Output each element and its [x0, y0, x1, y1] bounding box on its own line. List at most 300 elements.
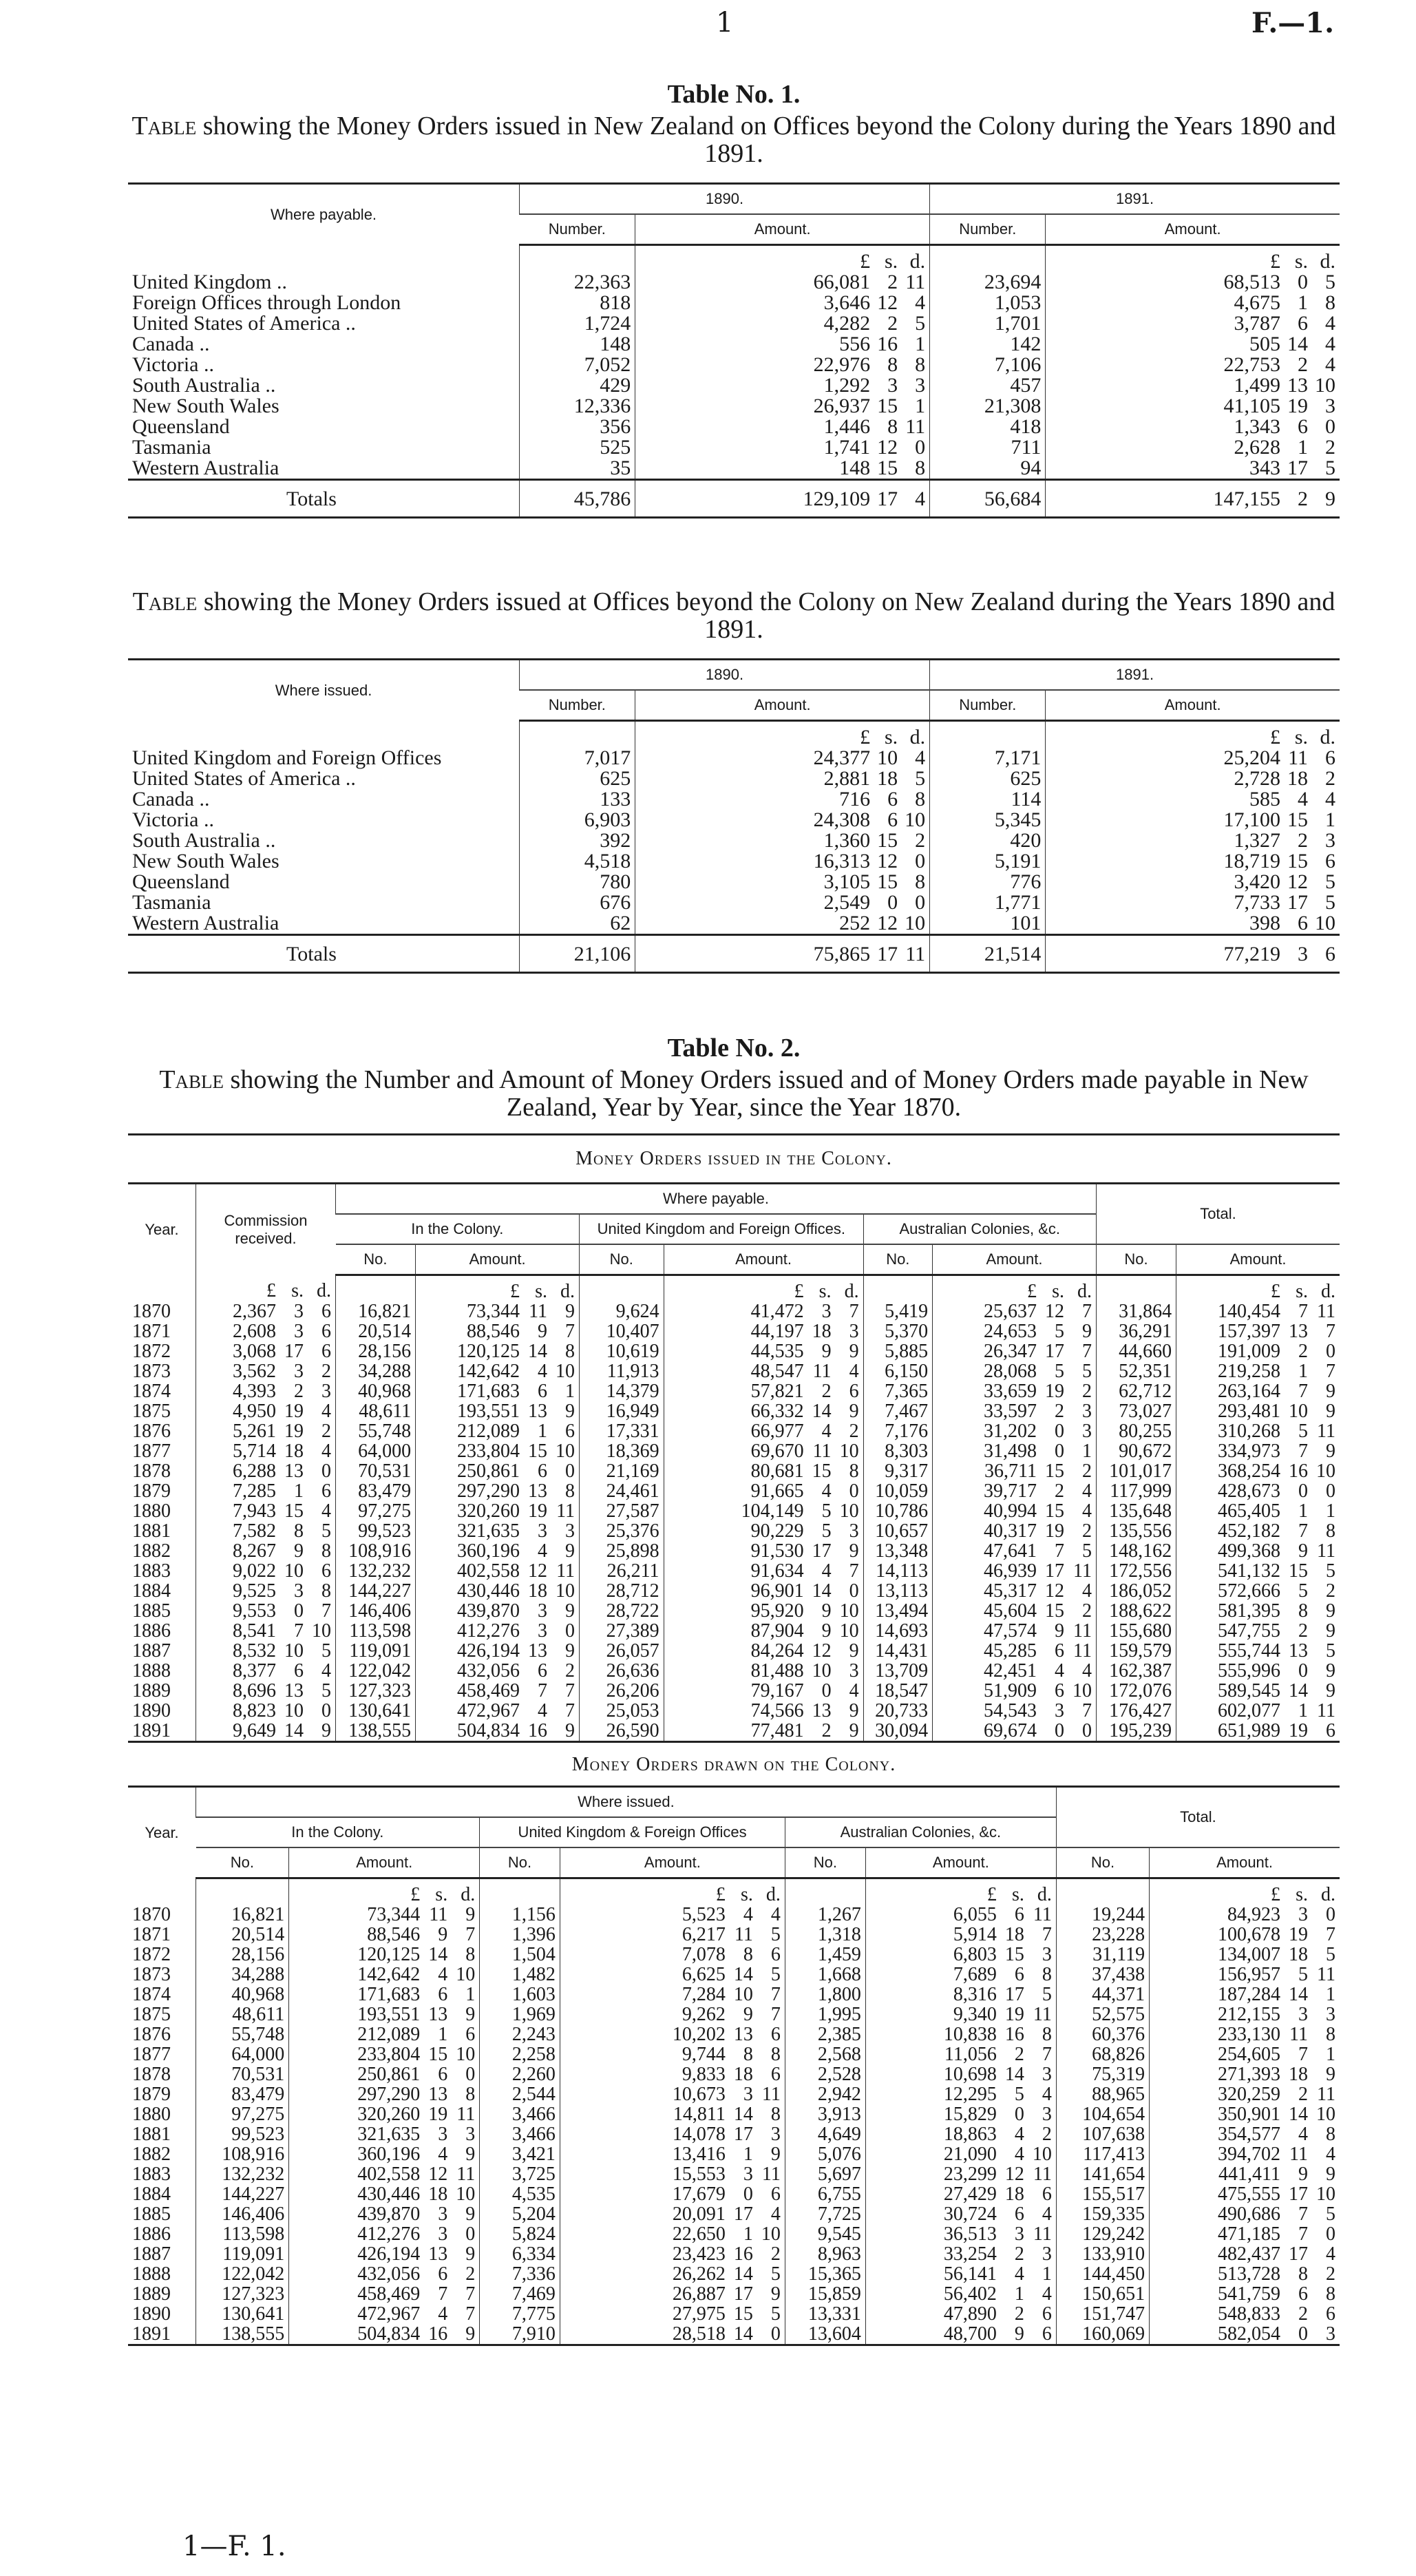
commission: [196, 1301, 336, 1321]
place-name: New South Wales: [132, 850, 279, 872]
colony-amount: [289, 2064, 480, 2084]
amount-pounds: 589,545: [1218, 1680, 1280, 1701]
amount-pence: 6: [1326, 2303, 1335, 2325]
amount-pounds: 8,316: [953, 1984, 997, 2005]
year: 1870: [132, 1904, 171, 1925]
uk-amount: [560, 2164, 785, 2184]
amount-pence: 9: [565, 1720, 575, 1741]
amount-shillings: 18: [733, 2064, 753, 2085]
table-row: [128, 1945, 1340, 1965]
aus-amount: [933, 1321, 1097, 1341]
total-no: 133,910: [1056, 2244, 1149, 2264]
amount-shillings: 3: [438, 2203, 448, 2225]
colony-amount: [289, 1965, 480, 1985]
amount-shillings: 13: [428, 2004, 448, 2025]
amount-pounds: 6,288: [233, 1460, 276, 1482]
amount-pence: 4: [1325, 353, 1335, 376]
amount-header: Amount.: [560, 1847, 785, 1878]
aus-no: 14,431: [863, 1641, 933, 1661]
amount-pounds: 9,022: [233, 1560, 276, 1582]
amount-1891: [1046, 334, 1340, 355]
uk-amount: [664, 1601, 863, 1621]
colony-no: 83,479: [336, 1481, 416, 1501]
amount-pounds: 458,469: [457, 1680, 520, 1701]
place-name: South Australia ..: [132, 374, 276, 397]
amount-pence: 4: [1326, 2144, 1335, 2165]
amount-shillings: 6: [538, 1660, 548, 1682]
amount-pence: 9: [1326, 2164, 1335, 2185]
colony-no: 48,611: [336, 1401, 416, 1421]
uk-amount: [560, 1945, 785, 1965]
amount-pounds: 15,553: [672, 2164, 726, 2185]
amount: [640, 458, 925, 479]
totals-label: Totals: [128, 480, 520, 518]
colony-amount: [416, 1341, 580, 1361]
uk-no: 1,603: [480, 1985, 560, 2004]
year: 1890: [132, 2303, 171, 2325]
amount-shillings: s.: [535, 1281, 548, 1302]
amount-pence: 10: [556, 1441, 575, 1462]
uk-no: 7,336: [480, 2264, 560, 2284]
amount-shillings: 11: [812, 1441, 832, 1462]
place-name: United Kingdom and Foreign Offices: [132, 746, 442, 769]
amount-pence: 10: [761, 2223, 781, 2245]
aus-no: 6,755: [785, 2184, 865, 2204]
amount-1891: [1046, 437, 1340, 458]
blank: [128, 721, 520, 748]
blank: [480, 1878, 560, 1905]
amount-shillings: 17: [1044, 1560, 1064, 1582]
amount-pence: 0: [1326, 2223, 1335, 2245]
table-money-orders-drawn: [128, 1786, 1340, 2346]
amount-shillings: 2: [1298, 488, 1308, 510]
amount-pounds: 505: [1249, 333, 1280, 355]
amount-pounds: 69,670: [750, 1441, 804, 1462]
amount-pence: 0: [465, 2223, 476, 2245]
amount-pence: 9: [849, 1700, 859, 1721]
number-1891: 711: [930, 437, 1046, 458]
amount-pounds: 7,943: [233, 1500, 276, 1522]
amount-pence: 4: [915, 291, 926, 314]
amount: [668, 1301, 859, 1321]
amount: [420, 1621, 575, 1641]
amount-pence: 3: [465, 2124, 476, 2145]
place-name: South Australia ..: [132, 829, 276, 852]
commission: [196, 1601, 336, 1621]
units-header: [865, 1878, 1056, 1905]
amount-pence: 6: [1042, 2323, 1052, 2345]
amount-pounds: 14,811: [673, 2104, 726, 2125]
number-1890: 7,017: [520, 748, 635, 768]
amount-shillings: 2: [1298, 1341, 1308, 1362]
amount-1890: [635, 396, 930, 417]
aus-amount: [933, 1341, 1097, 1361]
amount-pence: 10: [839, 1441, 859, 1462]
amount-pounds: 22,650: [672, 2223, 726, 2245]
uk-amount: [664, 1701, 863, 1721]
aus-no: 2,528: [785, 2064, 865, 2084]
amount: [937, 1321, 1092, 1341]
total-no: 155,517: [1056, 2184, 1149, 2204]
total-amount-1890: [635, 480, 930, 518]
amount-header: Amount.: [635, 214, 930, 245]
amount-pence: 7: [849, 1301, 859, 1322]
amount-pounds: 120,125: [357, 1944, 421, 1965]
uk-no: 7,775: [480, 2304, 560, 2324]
amount: [1050, 830, 1335, 851]
amount-pounds: 2,549: [823, 891, 871, 914]
amount-pounds: 412,276: [357, 2223, 421, 2245]
amount-pounds: 73,344: [467, 1301, 520, 1322]
amount-shillings: 19: [1289, 1720, 1308, 1741]
amount-pence: 3: [1326, 2004, 1335, 2025]
amount: [200, 1641, 331, 1661]
total-amount: [1176, 1481, 1340, 1501]
amount-pounds: 26,262: [672, 2263, 726, 2285]
table-body: [128, 1275, 1340, 1742]
total-no: 37,438: [1056, 1965, 1149, 1985]
amount: [564, 2044, 781, 2064]
amount-pounds: 25,204: [1223, 746, 1280, 769]
place-name: Canada ..: [132, 788, 210, 810]
table-row: [128, 2304, 1340, 2324]
aus-no: 10,059: [863, 1481, 933, 1501]
amount-pounds: 212,089: [457, 1421, 520, 1442]
amount-pounds: 120,125: [457, 1341, 520, 1362]
amount: [668, 1361, 859, 1381]
amount-shillings: 3: [1298, 1904, 1308, 1925]
amount-pence: 5: [1326, 1640, 1335, 1662]
amount-shillings: 2: [1014, 2044, 1024, 2065]
document-code: F.—1.: [1251, 7, 1335, 39]
amount-pounds: 472,967: [457, 1700, 520, 1721]
aus-no: 1,318: [785, 1925, 865, 1945]
amount-pounds: 8,541: [233, 1620, 276, 1642]
amount: [1181, 1601, 1335, 1621]
colony-amount: [289, 2304, 480, 2324]
uk-no: 18,369: [580, 1441, 664, 1461]
total-amount: [1150, 2064, 1340, 2084]
colony-no: 20,514: [336, 1321, 416, 1341]
uk-amount: [560, 1965, 785, 1985]
year: 1886: [132, 2223, 171, 2245]
amount-header: Amount.: [664, 1244, 863, 1275]
total-amount: [1176, 1581, 1340, 1601]
amount-pence: 6: [849, 1381, 859, 1402]
amount-shillings: 8: [743, 2044, 753, 2065]
total-no: 141,654: [1056, 2164, 1149, 2184]
amount-pounds: 41,472: [750, 1301, 804, 1322]
number-1890: 35: [520, 458, 635, 480]
uk-amount: [664, 1521, 863, 1541]
amount: [564, 1965, 781, 1985]
amount-pence: 6: [321, 1480, 331, 1502]
total-no: 62,712: [1096, 1381, 1176, 1401]
amount-pence: 4: [849, 1361, 859, 1382]
amount-pounds: 548,833: [1218, 2303, 1280, 2325]
aus-amount: [865, 1985, 1056, 2004]
number-1891: 420: [930, 830, 1046, 851]
table-1b-block: [128, 585, 1340, 974]
amount-pounds: 6,625: [681, 1964, 726, 1985]
year: 1870: [132, 1301, 171, 1322]
amount: [1181, 1281, 1335, 1301]
amount-pence: 3: [1326, 2323, 1335, 2345]
amount-pounds: £: [715, 1884, 726, 1905]
total-no: 52,575: [1056, 2004, 1149, 2024]
amount-shillings: 1: [1298, 1700, 1308, 1721]
amount-pence: 0: [465, 2064, 476, 2085]
table-head: [128, 1787, 1340, 1878]
table-row: [128, 748, 1340, 768]
colony-no: 28,156: [336, 1341, 416, 1361]
aus-no: 7,467: [863, 1401, 933, 1421]
amount-pounds: 9,833: [681, 2064, 726, 2085]
group-header-0: In the Colony.: [336, 1214, 580, 1244]
aus-amount: [865, 2264, 1056, 2284]
amount-header: Amount.: [1176, 1244, 1340, 1275]
amount-shillings: s.: [291, 1280, 304, 1302]
number-1891: 5,345: [930, 810, 1046, 830]
amount: [200, 1381, 331, 1401]
aus-amount: [865, 2004, 1056, 2024]
amount-shillings: 3: [743, 2084, 753, 2105]
commission-header: Commission received.: [196, 1184, 336, 1275]
place-name: Canada ..: [132, 333, 210, 355]
amount-pounds: 651,989: [1218, 1720, 1280, 1741]
place-label: [128, 810, 520, 830]
amount-pounds: 219,258: [1218, 1361, 1280, 1382]
amount-shillings: 11: [1288, 746, 1308, 769]
amount-pence: 11: [1317, 1301, 1335, 1322]
uk-no: 3,421: [480, 2144, 560, 2164]
amount-pence: 6: [321, 1341, 331, 1362]
blank: [336, 1275, 416, 1302]
amount: [640, 313, 925, 334]
amount-pence: 8: [321, 1540, 331, 1562]
total-amount: [1176, 1321, 1340, 1341]
amount-pounds: 441,411: [1218, 2164, 1280, 2185]
amount-pounds: 402,558: [457, 1560, 520, 1582]
amount: [293, 2144, 475, 2164]
amount-header: Amount.: [635, 690, 930, 721]
amount: [668, 1581, 859, 1601]
amount-pence: 9: [565, 1301, 575, 1322]
amount-pounds: 80,681: [750, 1460, 804, 1482]
amount-pounds: 36,513: [943, 2223, 997, 2245]
uk-amount: [560, 2224, 785, 2244]
commission: [196, 1561, 336, 1581]
uk-amount: [664, 1721, 863, 1742]
amount-shillings: 1: [743, 2144, 753, 2165]
total-no: 159,335: [1056, 2204, 1149, 2224]
uk-amount: [664, 1621, 863, 1641]
amount: [1050, 944, 1335, 965]
uk-no: 10,619: [580, 1341, 664, 1361]
amount-shillings: 13: [1289, 1640, 1308, 1662]
amount: [668, 1441, 859, 1461]
table-row: [128, 1301, 1340, 1321]
amount-pounds: 321,635: [357, 2124, 421, 2145]
total-no: 44,371: [1056, 1985, 1149, 2004]
colony-no: 83,479: [196, 2084, 289, 2104]
uk-amount: [664, 1381, 863, 1401]
amount-pounds: 490,686: [1218, 2203, 1280, 2225]
amount: [564, 2244, 781, 2264]
uk-no: 26,636: [580, 1661, 664, 1681]
year: 1883: [132, 2164, 171, 2185]
aus-amount: [933, 1621, 1097, 1641]
amount: [200, 1341, 331, 1361]
total-no: 88,965: [1056, 2084, 1149, 2104]
amount: [293, 1905, 475, 1925]
uk-amount: [560, 2064, 785, 2084]
amount: [668, 1421, 859, 1441]
amount-shillings: 1: [438, 2024, 448, 2045]
colony-amount: [416, 1721, 580, 1742]
amount: [937, 1641, 1092, 1661]
amount: [1050, 789, 1335, 810]
amount-pence: 7: [465, 2303, 476, 2325]
amount: [1050, 489, 1335, 510]
blank: [128, 1878, 196, 1905]
amount: [640, 892, 925, 913]
amount: [293, 2084, 475, 2104]
amount-shillings: 19: [528, 1500, 548, 1522]
amount: [1154, 1885, 1335, 1905]
amount-shillings: 2: [821, 1720, 832, 1741]
total-no: 107,638: [1056, 2124, 1149, 2144]
colony-amount: [289, 2144, 480, 2164]
amount: [200, 1401, 331, 1421]
table-row: [128, 1461, 1340, 1481]
amount: [200, 1721, 331, 1741]
amount: [200, 1621, 331, 1641]
amount-pence: 10: [1316, 2104, 1335, 2125]
amount-pence: 9: [849, 1720, 859, 1741]
amount-shillings: 13: [733, 2024, 753, 2045]
amount-pence: 11: [905, 271, 926, 293]
amount-shillings: 19: [428, 2104, 448, 2125]
total-no: 176,427: [1096, 1701, 1176, 1721]
amount-pounds: 45,285: [983, 1640, 1037, 1662]
amount-shillings: 10: [733, 1984, 753, 2005]
colony-amount: [416, 1521, 580, 1541]
amount-shillings: 7: [1298, 1441, 1308, 1462]
aus-amount: [933, 1581, 1097, 1601]
total-no: 135,648: [1096, 1501, 1176, 1521]
uk-amount: [664, 1421, 863, 1441]
amount: [420, 1381, 575, 1401]
amount: [1181, 1621, 1335, 1641]
aus-no: 10,786: [863, 1501, 933, 1521]
uk-amount: [664, 1461, 863, 1481]
colony-amount: [289, 2164, 480, 2184]
amount-pence: 6: [770, 2064, 781, 2085]
aus-no: 14,113: [863, 1561, 933, 1581]
year: 1891: [132, 1720, 171, 1741]
no-header: No.: [336, 1244, 416, 1275]
amount: [937, 1441, 1092, 1461]
table-row: [128, 810, 1340, 830]
table-body: [128, 245, 1340, 518]
amount: [293, 2104, 475, 2124]
amount-shillings: 18: [812, 1321, 832, 1342]
total-no: 188,622: [1096, 1601, 1176, 1621]
amount-pounds: 8,823: [233, 1700, 276, 1721]
amount-shillings: 18: [428, 2184, 448, 2205]
amount-shillings: 6: [1054, 1640, 1064, 1662]
table-row: [128, 768, 1340, 789]
amount-shillings: 14: [733, 2323, 753, 2345]
amount: [668, 1481, 859, 1501]
amount: [1050, 293, 1335, 313]
colony-amount: [416, 1421, 580, 1441]
amount: [937, 1701, 1092, 1721]
amount-shillings: 14: [1004, 2064, 1024, 2085]
uk-amount: [560, 1985, 785, 2004]
total-no: 73,027: [1096, 1401, 1176, 1421]
amount: [564, 1925, 781, 1945]
amount-pence: 4: [321, 1660, 331, 1682]
amount-pence: 5: [1326, 1560, 1335, 1582]
place-name: Tasmania: [132, 436, 211, 459]
table-row: [128, 1601, 1340, 1621]
amount: [1154, 2184, 1335, 2204]
number-1890: 148: [520, 334, 635, 355]
amount: [870, 2324, 1052, 2344]
amount-pence: 9: [465, 1904, 476, 1925]
amount-pounds: 26,887: [672, 2283, 726, 2305]
amount-pounds: 3,105: [823, 870, 871, 893]
year: 1885: [132, 2203, 171, 2225]
amount-header: Amount.: [1046, 690, 1340, 721]
amount-pence: 8: [915, 870, 926, 893]
aus-no: 1,800: [785, 1985, 865, 2004]
amount-1890: [635, 851, 930, 872]
amount-shillings: 6: [1014, 1964, 1024, 1985]
amount: [293, 2184, 475, 2204]
amount-pounds: 430,446: [457, 1580, 520, 1602]
total-amount: [1176, 1301, 1340, 1321]
amount-pounds: 555,996: [1218, 1660, 1280, 1682]
amount: [564, 1885, 781, 1905]
amount: [1181, 1721, 1335, 1741]
amount: [937, 1721, 1092, 1741]
number-1891: 1,771: [930, 892, 1046, 913]
amount: [200, 1681, 331, 1701]
amount-pounds: 9,649: [233, 1720, 276, 1741]
amount: [420, 1601, 575, 1621]
amount-shillings: 18: [1004, 1924, 1024, 1945]
total-no: 172,556: [1096, 1561, 1176, 1581]
amount-pounds: 585: [1249, 788, 1280, 810]
table-row: [128, 851, 1340, 872]
amount: [564, 2144, 781, 2164]
amount-pounds: 472,967: [357, 2303, 421, 2325]
table-row: [128, 2244, 1340, 2264]
number-1891: 7,171: [930, 748, 1046, 768]
amount-shillings: 0: [1054, 1421, 1064, 1442]
aus-no: 13,331: [785, 2304, 865, 2324]
amount-1891: [1046, 748, 1340, 768]
amount-pence: 2: [321, 1361, 331, 1382]
amount: [870, 1945, 1052, 1965]
place-name: United States of America ..: [132, 312, 356, 335]
amount-pence: 5: [321, 1520, 331, 1542]
amount-shillings: 16: [528, 1720, 548, 1741]
uk-no: 1,396: [480, 1925, 560, 1945]
